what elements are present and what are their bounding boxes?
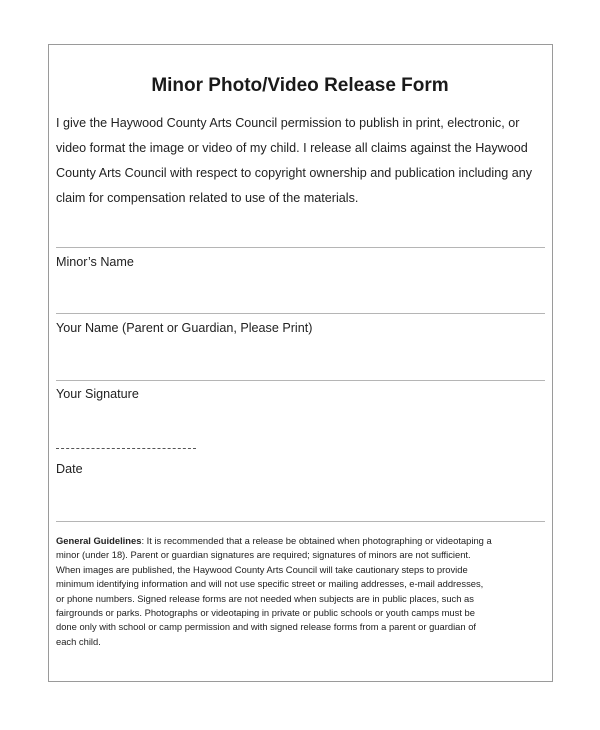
guidelines-line: minor (under 18). Parent or guardian signatures are required; signatures of minors are not sufficient. [56, 549, 471, 561]
signature-label: Your Signature [56, 387, 139, 401]
intro-line: I give the Haywood County Arts Council permission to publish in print, electronic, or [56, 116, 520, 130]
date-label: Date [56, 462, 83, 476]
parent-name-line [56, 380, 545, 381]
parent-name-label: Your Name (Parent or Guardian, Please Print) [56, 321, 313, 335]
intro-line: video format the image or video of my child. I release all claims against the Haywood [56, 141, 528, 155]
form-title: Minor Photo/Video Release Form [151, 75, 449, 96]
guidelines-first-line: : It is recommended that a release be obtained when photographing or videotaping a [141, 535, 492, 546]
date-line [56, 521, 545, 522]
guidelines-line [56, 534, 546, 548]
guidelines-line: each child. [56, 635, 101, 647]
divider-line [56, 247, 545, 248]
signature-line [56, 448, 196, 449]
general-guidelines [56, 534, 546, 649]
minor-name-line [56, 313, 545, 314]
guidelines-line: fairgrounds or parks. Photographs or videotaping in private or public schools or youth camps must be [56, 607, 475, 619]
minor-name-label: Minor’s Name [56, 255, 134, 269]
guidelines-line: When images are published, the Haywood County Arts Council will take cautionary steps to provide [56, 563, 468, 575]
intro-line: County Arts Council with respect to copyright ownership and publication including any [56, 166, 533, 180]
guidelines-heading: General Guidelines [56, 535, 142, 546]
guidelines-line: or phone numbers. Signed release forms are not needed when subjects are in public places, such as [56, 592, 474, 604]
guidelines-line: minimum identifying information and will not use specific street or mailing addresses, e-mail addresses, [56, 578, 484, 590]
guidelines-line: done only with school or camp permission and with signed release forms from a parent or guardian of [56, 621, 477, 633]
intro-line: claim for compensation related to use of the materials. [56, 191, 359, 205]
intro-paragraph [56, 111, 546, 211]
